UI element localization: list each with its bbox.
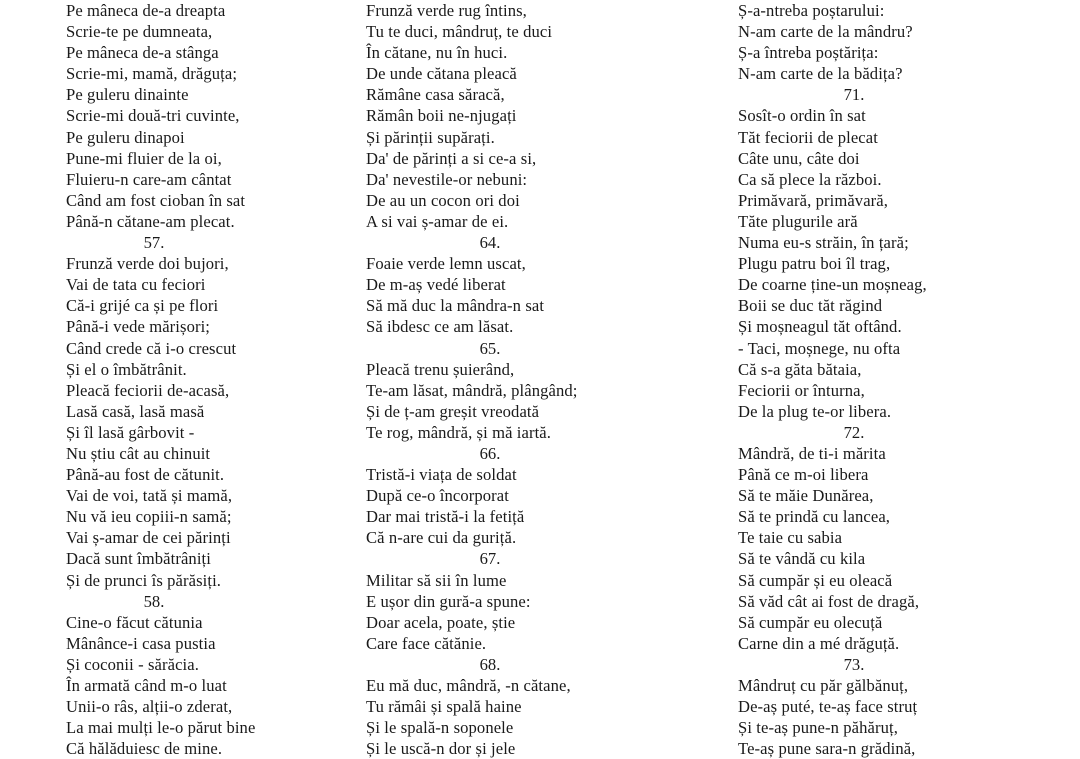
verse-line: Pleacă feciorii de-acasă, [66, 380, 230, 400]
verse-line: Pune-mi fluier de la oi, [66, 148, 222, 168]
verse-line: Când am fost cioban în sat [66, 190, 246, 210]
verse-line: Că s-a găta bătaia, [738, 359, 862, 379]
verse-line: Scrie-mi două-tri cuvinte, [66, 106, 240, 126]
verse-line: De-aș puté, te-aș face struț [738, 697, 918, 717]
verse-line: De au un cocon ori doi [366, 190, 520, 210]
verse-line: Ca să plece la război. [738, 169, 882, 189]
verse-line: De la plug te-or libera. [738, 401, 892, 421]
verse-line: Foaie verde lemn uscat, [366, 254, 526, 274]
verse-line: Care face cătănie. [366, 633, 487, 653]
verse-line: Te-am lăsat, mândră, plângând; [366, 380, 578, 400]
verse-line: Vai ș-amar de cei părinți [66, 528, 231, 548]
verse-line: Să te prindă cu lancea, [738, 507, 891, 527]
verse-line: N-am carte de la mândru? [738, 22, 913, 42]
poem-number: 68. [479, 654, 501, 674]
verse-line: Te-aș pune sara-n grădină, [738, 739, 916, 759]
verse-line: Sosît-o ordin în sat [738, 106, 866, 126]
verse-line: Fluieru-n care-am cântat [66, 169, 232, 189]
verse-line: Până-n cătane-am plecat. [66, 211, 235, 231]
verse-line: De unde cătana pleacă [366, 64, 517, 84]
verse-line: Lasă casă, lasă masă [66, 401, 205, 421]
verse-line: Și de prunci îs părăsiți. [66, 570, 222, 590]
verse-line: Și îl lasă gârbovit - [66, 422, 195, 442]
verse-line: Vai de tata cu feciori [66, 275, 206, 295]
verse-line: Tu te duci, mândruț, te duci [366, 22, 553, 42]
verse-line: Eu mă duc, mândră, -n cătane, [366, 676, 571, 695]
verse-line: Și de ț-am greșit vreodată [366, 401, 540, 421]
verse-line: Până-au fost de cătunit. [66, 465, 225, 485]
verse-line: Carne din a mé drăguță. [738, 633, 900, 653]
verse-line: Să văd cât ai fost de dragă, [738, 591, 920, 611]
verse-line: Să mă duc la mândra-n sat [366, 296, 545, 316]
verse-line: Până-i vede mărișori; [66, 317, 211, 337]
verse-line: Pe mâneca de-a stânga [66, 43, 219, 63]
verse-line: Dar mai tristă-i la fetiță [366, 507, 525, 527]
verse-line: Pe mâneca de-a dreapta [66, 1, 226, 20]
verse-line: În armată când m-o luat [66, 676, 227, 695]
verse-line: Să cumpăr și eu oleacă [738, 570, 893, 590]
verse-line: Unii-o râs, alții-o zderat, [66, 697, 233, 717]
verse-line: Rămâne casa săracă, [366, 85, 505, 105]
verse-line: Și părinții supărați. [366, 127, 495, 147]
poem-number: 73. [843, 654, 865, 674]
verse-line: Nu vă ieu copiii-n samă; [66, 507, 232, 527]
poem-number: 58. [143, 591, 165, 611]
verse-line: Pe guleru dinainte [66, 85, 189, 105]
verse-line: De coarne ține-un moșneag, [738, 275, 927, 295]
text-column-3 [720, 0, 1080, 759]
verse-line: Nu știu cât au chinuit [66, 443, 211, 463]
verse-line: Câte unu, câte doi [738, 148, 860, 168]
verse-line: Până ce m-oi libera [738, 465, 869, 485]
verse-line: Să te vândă cu kila [738, 549, 866, 569]
verse-line: A si vai ș-amar de ei. [366, 211, 509, 231]
verse-line: Mânânce-i casa pustia [66, 633, 216, 653]
verse-line: Că hălăduiesc de mine. [66, 739, 223, 759]
verse-line: Să te măie Dunărea, [738, 486, 874, 506]
poem-number: 65. [479, 338, 501, 358]
verse-line: Feciorii or înturna, [738, 380, 865, 400]
verse-line: Scrie-mi, mamă, drăguța; [66, 64, 238, 84]
verse-line: Cine-o făcut cătunia [66, 612, 203, 632]
verse-line: Pleacă trenu șuierând, [366, 359, 515, 379]
verse-line: Pe guleru dinapoi [66, 127, 185, 147]
verse-line: Ș-a întreba poștărița: [738, 43, 879, 63]
text-column-1 [0, 0, 360, 759]
verse-line: Tăt feciorii de plecat [738, 127, 878, 147]
verse-line: Când crede că i-o crescut [66, 338, 237, 358]
verse-line: Și le spală-n soponele [366, 718, 514, 738]
text-column-2 [360, 0, 720, 759]
verse-line: Să ibdesc ce am lăsat. [366, 317, 514, 337]
verse-line: Ș-a-ntreba poștarului: [738, 1, 885, 20]
verse-line: Frunză verde rug întins, [366, 1, 527, 20]
verse-line: Plugu patru boi îl trag, [738, 254, 891, 274]
verse-line: La mai mulți le-o părut bine [66, 718, 256, 738]
poem-number: 57. [143, 233, 165, 253]
verse-line: Și el o îmbătrânit. [66, 359, 187, 379]
verse-line: Primăvară, primăvară, [738, 190, 888, 210]
verse-line: Și le uscă-n dor și jele [366, 739, 516, 759]
poem-number: 66. [479, 443, 501, 463]
verse-line: Doar acela, poate, știe [366, 612, 516, 632]
verse-line: Să cumpăr eu olecuță [738, 612, 883, 632]
verse-line: Scrie-te pe dumneata, [66, 22, 213, 42]
verse-line: Rămân boii ne-njugați [366, 106, 517, 126]
verse-line: Da' nevestile-or nebuni: [366, 169, 528, 189]
verse-line: Te taie cu sabia [738, 528, 843, 548]
verse-line: Mândră, de ti-i mărita [738, 443, 886, 463]
verse-line: De m-aș vedé liberat [366, 275, 506, 295]
verse-line: Da' de părinți a si ce-a si, [366, 148, 537, 168]
poem-number: 67. [479, 549, 501, 569]
verse-line: Te rog, mândră, și mă iartă. [366, 422, 552, 442]
verse-line: Militar să sii în lume [366, 570, 507, 590]
poem-number: 72. [843, 422, 865, 442]
verse-line: - Taci, moșnege, nu ofta [738, 338, 901, 358]
verse-line: Și te-aș pune-n păhăruț, [738, 718, 898, 738]
verse-line: Că-i grijé ca și pe flori [66, 296, 219, 316]
verse-line: N-am carte de la bădița? [738, 64, 903, 84]
verse-line: Și coconii - sărăcia. [66, 654, 199, 674]
verse-line: Tăte plugurile ară [738, 211, 858, 231]
verse-line: Mândruț cu păr gălbănuț, [738, 676, 909, 695]
verse-line: Și moșneagul tăt oftând. [738, 317, 902, 337]
verse-line: E ușor din gură-a spune: [366, 591, 531, 611]
verse-line: Că n-are cui da guriță. [366, 528, 517, 548]
verse-line: Vai de voi, tată și mamă, [66, 486, 233, 506]
verse-line: Frunză verde doi bujori, [66, 254, 229, 274]
verse-line: Boii se duc tăt răgind [738, 296, 883, 316]
verse-line: Numa eu-s străin, în țară; [738, 233, 909, 253]
verse-line: Tu rămâi și spală haine [366, 697, 522, 717]
verse-line: Tristă-i viața de soldat [366, 465, 517, 485]
verse-line: După ce-o încorporat [366, 486, 509, 506]
verse-line: Dacă sunt îmbătrâniți [66, 549, 211, 569]
poem-number: 71. [843, 85, 865, 105]
poem-number: 64. [479, 233, 501, 253]
verse-line: În cătane, nu în huci. [366, 43, 508, 63]
